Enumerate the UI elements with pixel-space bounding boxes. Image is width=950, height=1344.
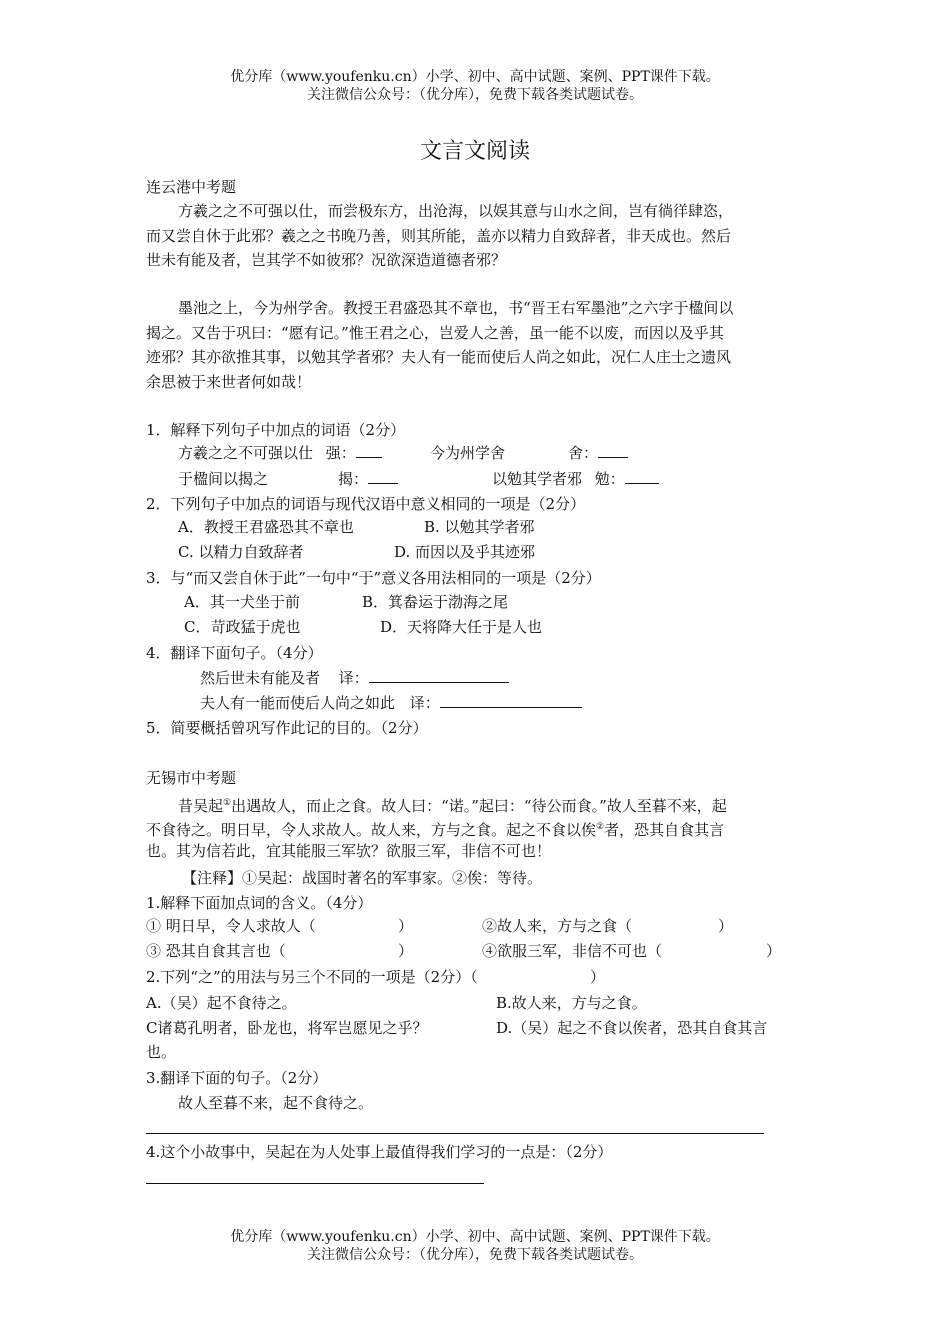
answer-line[interactable]: [146, 1133, 764, 1134]
section1-para2-line1: 墨池之上，今为州学舍。教授王君盛恐其不章也，书“晋王右军墨池”之六字于楹间以: [178, 299, 734, 317]
s1-q3-optA: A．其一犬坐于前: [184, 593, 300, 611]
section2-note: 【注释】①吴起：战国时著名的军事家。②俟：等待。: [182, 869, 543, 887]
s2-q2-optA: A.（吴）起不食待之。: [146, 994, 297, 1012]
section1-para1-line3: 世未有能及者，岂其学不如彼邪？况欲深造道德者邪？: [146, 251, 507, 269]
s2-q2-stem: 2.下列“之”的用法与另三个不同的一项是（2分）（: [146, 968, 478, 986]
section1-para1-line1: 方羲之之不可强以仕，而尝极东方，出沧海，以娱其意与山水之间，岂有徜徉肆恣，: [178, 202, 734, 220]
answer-line[interactable]: [146, 1183, 484, 1184]
s2-q1-item3: ③ 恐其自食其言也（: [146, 942, 286, 960]
header-line-1: 优分库（www.youfenku.cn）小学、初中、高中试题、案例、PPT课件下载。: [230, 69, 720, 85]
s2-q2-optB: B.故人来，方与之食。: [496, 994, 647, 1012]
answer-blank[interactable]: [625, 469, 659, 484]
s1-q3-optB: B．箕畚运于渤海之尾: [362, 593, 509, 611]
section1-para2-line2: 揭之。又告于巩曰：“愿有记。”惟王君之心，岂爱人之善，虽一能不以废，而因以及乎其: [146, 324, 724, 342]
s1-q4-stem: 4．翻译下面句子。（4分）: [146, 644, 323, 662]
s2-q2-optD: D.（吴）起之不食以俟者，恐其自食其言: [496, 1019, 768, 1037]
s2-q1-item2-close: ）: [718, 917, 734, 935]
section1-heading: 连云港中考题: [146, 178, 237, 196]
s1-q1-item2: 今为州学舍: [430, 444, 506, 462]
s1-q5-stem: 5．简要概括曾巩写作此记的目的。（2分）: [146, 719, 428, 737]
section2-para-line2: 不食待之。明日早，令人求故人。故人来，方与之食。起之不食以俟②者，恐其自食其言: [146, 821, 725, 839]
section2-para-line3: 也。其为信若此，宜其能服三军欤？欲服三军，非信不可也！: [146, 842, 552, 860]
s2-q1-item2: ②故人来，方与之食（: [482, 917, 633, 935]
s1-q4-s2: 夫人有一能而使后人尚之如此 译：: [200, 693, 582, 713]
section1-para2-line4: 余思被于来世者何如哉！: [146, 373, 312, 391]
s1-q1-item2-key: 舍：: [568, 443, 628, 463]
s1-q2-optC: C. 以精力自致辞者: [178, 543, 304, 561]
section1-para1-line2: 而又尝自休于此邪？羲之之书晚乃善，则其所能，盖亦以精力自致辞者，非天成也。然后: [146, 227, 732, 245]
s2-q1-item4: ④欲服三军，非信不可也（: [482, 942, 663, 960]
s2-q3-sentence: 故人至暮不来，起不食待之。: [178, 1094, 374, 1112]
page-title: 文言文阅读: [419, 139, 530, 164]
s1-q1-item1: 方羲之之不可强以仕 强：: [178, 443, 382, 463]
section2-para-line1: 昔吴起①出遇故人，而止之食。故人曰：“诺。”起曰：“待公而食。”故人至暮不来，起: [178, 797, 727, 815]
s2-q1-item3-close: ）: [398, 942, 414, 960]
s1-q1-item3-key: 揭：: [338, 469, 398, 489]
s1-q3-stem: 3．与“而又尝自休于此”一句中“于”意义各用法相同的一项是（2分）: [146, 569, 601, 587]
s1-q3-optD: D．天将降大任于是人也: [380, 618, 543, 636]
answer-blank[interactable]: [368, 469, 398, 484]
s1-q2-optD: D. 而因以及乎其迹邪: [394, 543, 536, 561]
s2-q2-optD-cont: 也。: [146, 1043, 177, 1061]
section2-heading: 无锡市中考题: [146, 769, 237, 787]
s1-q4-s1: 然后世未有能及者 译：: [200, 668, 509, 688]
s2-q4-stem: 4.这个小故事中，吴起在为人处事上最值得我们学习的一点是：（2分）: [146, 1143, 613, 1161]
s1-q2-stem: 2．下列句子中加点的词语与现代汉语中意义相同的一项是（2分）: [146, 495, 586, 513]
s2-q3-stem: 3.翻译下面的句子。（2分）: [146, 1069, 328, 1087]
answer-blank[interactable]: [598, 443, 628, 458]
footer-line-2: 关注微信公众号：（优分库），免费下载各类试题试卷。: [307, 1247, 643, 1263]
footer-line-1: 优分库（www.youfenku.cn）小学、初中、高中试题、案例、PPT课件下载。: [230, 1229, 720, 1245]
s1-q1-item4: 以勉其学者邪 勉：: [492, 469, 659, 489]
s1-q3-optC: C．苛政猛于虎也: [184, 618, 301, 636]
s1-q1-stem: 1．解释下列句子中加点的词语（2分）: [146, 421, 406, 439]
translation-blank[interactable]: [369, 668, 509, 683]
s2-q2-optC: C诸葛孔明者，卧龙也，将军岂愿见之乎？: [146, 1019, 428, 1037]
s1-q2-optB: B. 以勉其学者邪: [424, 518, 535, 536]
s2-q1-stem: 1.解释下面加点词的含义。（4分）: [146, 894, 373, 912]
s1-q2-optA: A．教授王君盛恐其不章也: [178, 518, 354, 536]
answer-blank[interactable]: [356, 443, 382, 458]
s2-q2-close: ）: [590, 968, 606, 986]
s1-q1-item3: 于楹间以揭之: [178, 470, 269, 488]
header-line-2: 关注微信公众号：（优分库），免费下载各类试题试卷。: [307, 87, 643, 103]
s2-q1-item1: ① 明日早，令人求故人（: [146, 917, 316, 935]
s2-q1-item1-close: ）: [398, 917, 414, 935]
section1-para2-line3: 迹邪？其亦欲推其事，以勉其学者邪？夫人有一能而使后人尚之如此，况仁人庄士之遗风: [146, 348, 732, 366]
translation-blank[interactable]: [440, 693, 582, 708]
s2-q1-item4-close: ）: [766, 942, 782, 960]
